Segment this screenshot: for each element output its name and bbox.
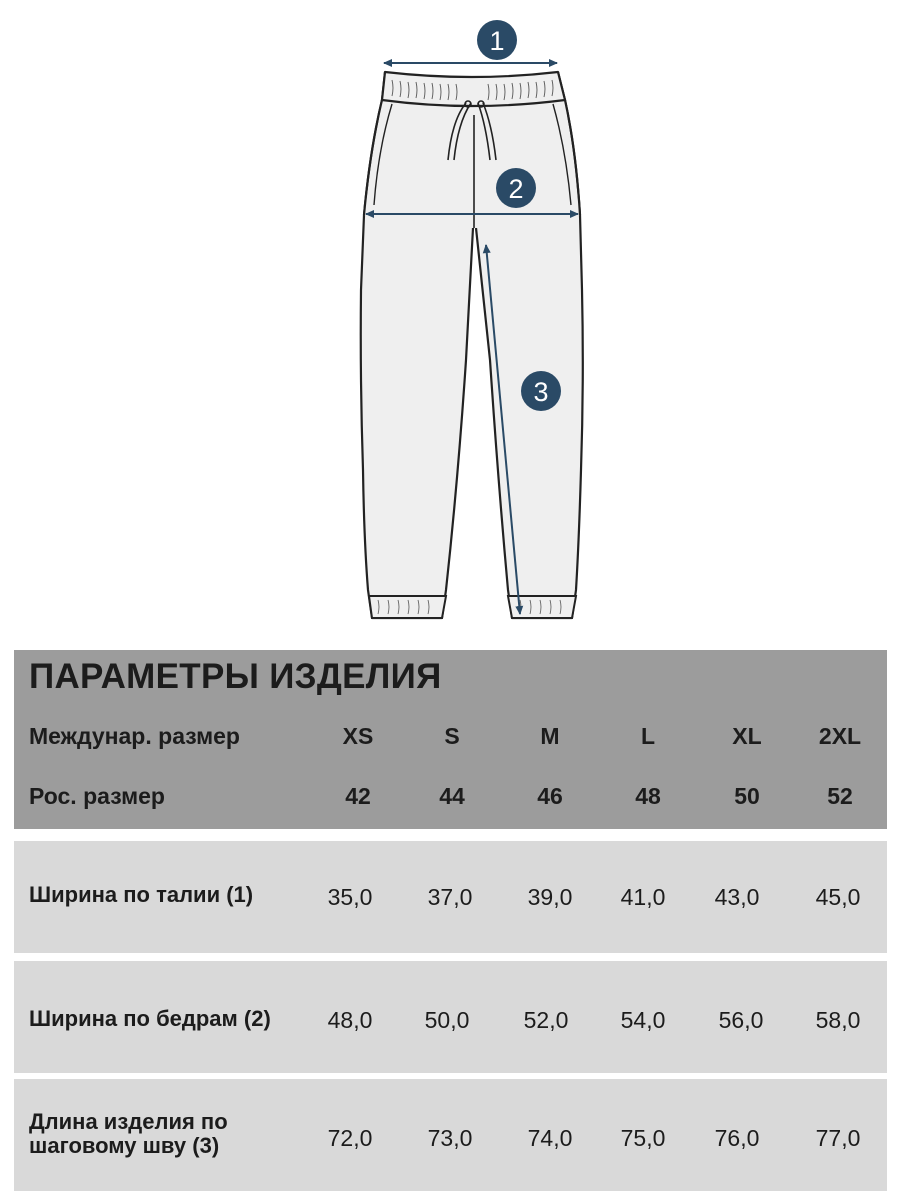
- ru-size-cell: 44: [439, 783, 465, 809]
- ru-size-cell: 42: [345, 783, 371, 809]
- measurement-cell: 39,0: [527, 884, 573, 910]
- intl-size-cell: M: [540, 723, 560, 749]
- ru-size-cell: 50: [734, 783, 760, 809]
- hip-width-row: [14, 961, 887, 1073]
- measurement-cell: 58,0: [815, 1007, 861, 1033]
- measurement-cell: 54,0: [620, 1007, 666, 1033]
- measurement-cell: 72,0: [327, 1125, 373, 1151]
- measurement-cell: 52,0: [523, 1007, 569, 1033]
- marker-1: [477, 20, 517, 60]
- ru-size-label: Рос. размер: [29, 783, 165, 809]
- measurement-cell: 56,0: [718, 1007, 764, 1033]
- measurement-cell: 48,0: [327, 1007, 373, 1033]
- inseam-label-line1: Длина изделия по: [29, 1109, 228, 1134]
- intl-size-cell: S: [444, 723, 460, 749]
- left-cuff: [369, 596, 446, 618]
- table-title: ПАРАМЕТРЫ ИЗДЕЛИЯ: [29, 657, 442, 696]
- measurement-cell: 73,0: [427, 1125, 473, 1151]
- inseam-length-row: [14, 1079, 887, 1191]
- svg-text:1: 1: [489, 26, 505, 56]
- measurement-cell: 75,0: [620, 1125, 666, 1151]
- ru-size-cell: 52: [827, 783, 853, 809]
- ru-size-cell: 46: [537, 783, 563, 809]
- intl-size-cell: XL: [732, 723, 762, 749]
- pants-waistband: [382, 72, 565, 106]
- waist-width-row: [14, 841, 887, 953]
- measurement-cell: 45,0: [815, 884, 861, 910]
- marker-2: [496, 168, 536, 208]
- measurement-cell: 41,0: [620, 884, 666, 910]
- inseam-length-label: [29, 1110, 228, 1158]
- intl-size-cell: 2XL: [818, 723, 862, 749]
- inseam-label-line2: шаговому шву (3): [29, 1133, 220, 1158]
- measurement-cell: 76,0: [714, 1125, 760, 1151]
- waist-width-label: Ширина по талии (1): [29, 882, 254, 907]
- measurement-cell: 74,0: [527, 1125, 573, 1151]
- marker-3: [521, 371, 561, 411]
- ru-size-row: [14, 775, 887, 815]
- svg-text:2: 2: [508, 174, 524, 204]
- intl-size-cell: XS: [342, 723, 374, 749]
- measurement-cell: 43,0: [714, 884, 760, 910]
- measurement-cell: 35,0: [327, 884, 373, 910]
- intl-size-label: Междунар. размер: [29, 723, 240, 749]
- measurement-cell: 77,0: [815, 1125, 861, 1151]
- intl-size-cell: L: [640, 723, 656, 749]
- intl-size-row: [14, 715, 887, 755]
- hip-width-label: Ширина по бедрам (2): [29, 1006, 271, 1031]
- ru-size-cell: 48: [635, 783, 661, 809]
- measurement-cell: 50,0: [424, 1007, 470, 1033]
- svg-text:3: 3: [533, 377, 549, 407]
- measurement-cell: 37,0: [427, 884, 473, 910]
